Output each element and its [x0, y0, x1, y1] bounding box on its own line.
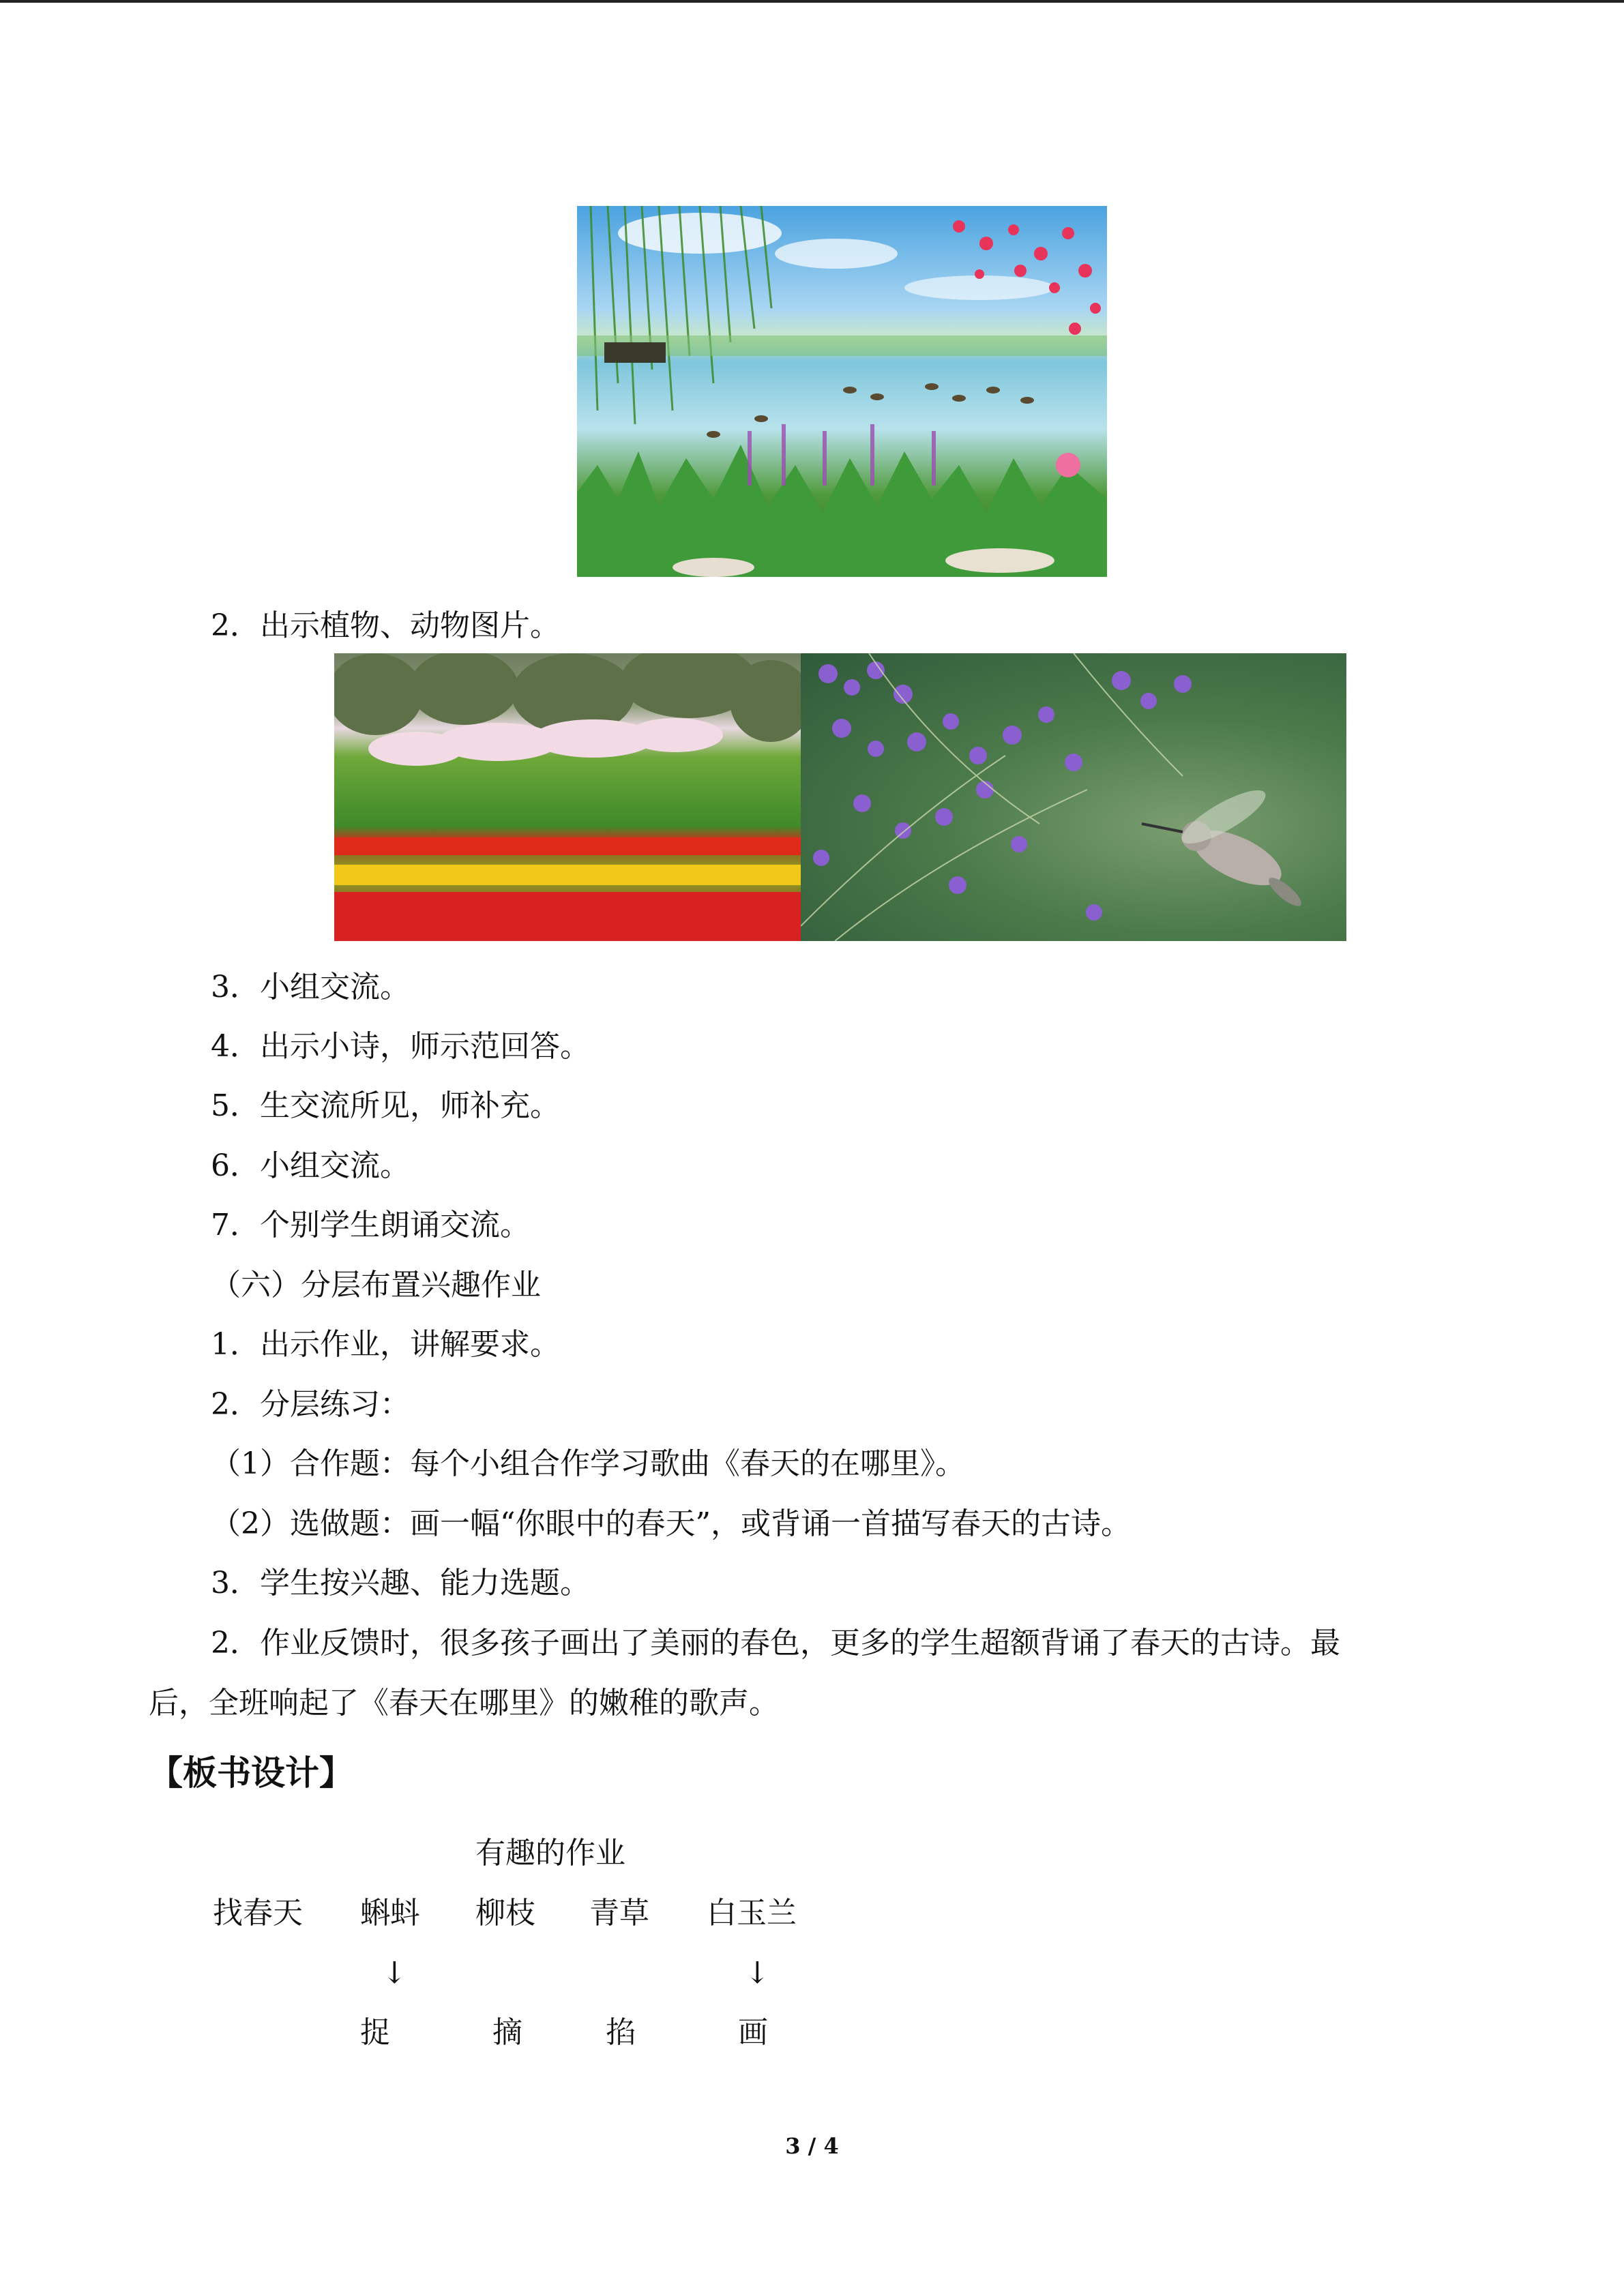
board-title: 有趣的作业: [475, 1836, 625, 1870]
homework-step-2a: （1）合作题：每个小组合作学习歌曲《春天的在哪里》。: [211, 1446, 965, 1481]
homework-step-3: 3．学生按兴趣、能力选题。: [211, 1566, 590, 1600]
step-3-line: 3．小组交流。: [211, 970, 410, 1004]
arrow-down-icon: ↓: [382, 1956, 407, 1991]
feedback-line-2: 后，全班响起了《春天在哪里》的嫩稚的歌声。: [149, 1686, 779, 1720]
homework-step-2b: （2）选做题：画一幅“你眼中的春天”，或背诵一首描写春天的古诗。: [211, 1506, 1131, 1541]
hummingbird-flowers-image: [801, 653, 1346, 941]
arrow-down-icon: ↓: [745, 1956, 770, 1991]
tulip-field-image: [334, 653, 801, 941]
board-row2-item-2: 摘: [492, 2015, 522, 2050]
homework-step-2: 2．分层练习：: [211, 1387, 410, 1422]
board-row1-item-5: 白玉兰: [707, 1896, 797, 1930]
step-7-line: 7．个别学生朗诵交流。: [211, 1208, 530, 1242]
board-row2-item-4: 画: [738, 2015, 768, 2050]
feedback-line-1: 2．作业反馈时，很多孩子画出了美丽的春色，更多的学生超额背诵了春天的古诗。最: [211, 1626, 1340, 1660]
board-row2-item-1: 捉: [360, 2015, 390, 2050]
board-row1-item-2: 蝌蚪: [360, 1896, 420, 1930]
step-2-line: 2．出示植物、动物图片。: [211, 608, 560, 643]
step-4-line: 4．出示小诗，师示范回答。: [211, 1029, 590, 1064]
step-6-line: 6．小组交流。: [211, 1148, 410, 1183]
board-row1-item-3: 柳枝: [475, 1896, 535, 1930]
top-border: [0, 0, 1624, 3]
board-row1-item-1: 找春天: [213, 1896, 303, 1930]
step-5-line: 5．生交流所见，师补充。: [211, 1088, 560, 1123]
board-design-heading: 【板书设计】: [149, 1753, 353, 1793]
page-number: 3 / 4: [785, 2133, 839, 2159]
section-6-title: （六）分层布置兴趣作业: [211, 1268, 541, 1302]
lake-spring-image: [577, 206, 1107, 577]
board-row2-item-3: 掐: [606, 2015, 636, 2050]
board-row1-item-4: 青草: [589, 1896, 649, 1930]
homework-step-1: 1．出示作业，讲解要求。: [211, 1327, 560, 1362]
